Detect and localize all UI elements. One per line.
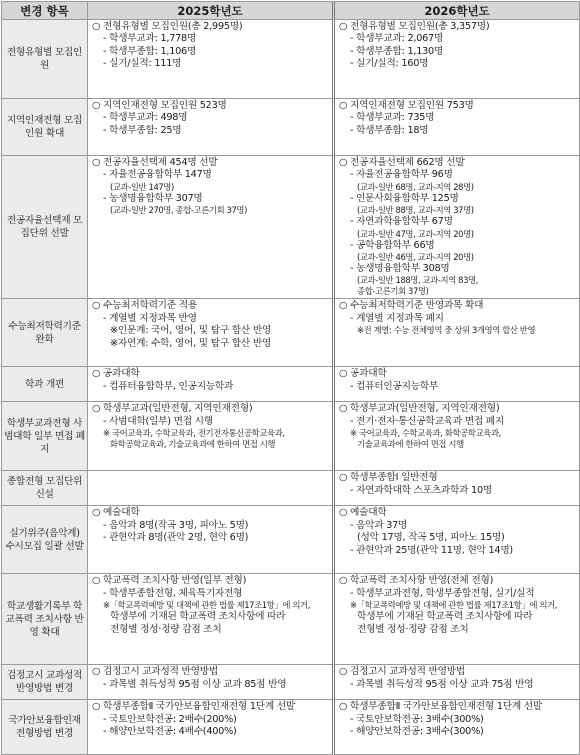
table-row <box>2 574 580 665</box>
content-line: - 농생명융합학부 308명 <box>350 263 450 275</box>
content-line: ○ 수능최저학력기준 적용 <box>92 300 197 312</box>
content-line: - 학생부교과: 498명 <box>103 112 188 124</box>
table-header-row <box>2 2 580 20</box>
content-line: - 실기/실적: 160명 <box>350 58 429 70</box>
content-line: - 과목별 취득성적 95점 이상 교과 85점 반영 <box>103 678 287 690</box>
content-line: ○ 전공자율선택제 662명 선발 <box>339 157 465 168</box>
content-line: 학생부에 기재된 학교폭력 조치사항에 따라 <box>357 611 533 623</box>
change-item-label: 학교생활기록부 학교폭력 조치사항 반영 확대 <box>2 574 88 665</box>
content-line: - 학생부종합: 18명 <box>350 124 429 136</box>
content-line: - 계열별 지정과목 폐지 <box>350 312 444 324</box>
header-change-item: 변경 항목 <box>2 2 88 20</box>
table-row <box>2 665 580 700</box>
content-line: - 사범대학(일부) 면접 시행 <box>103 415 213 427</box>
content-line: - 자율전공융합학부 147명 <box>103 169 212 181</box>
change-item-label: 종합전형 모집단위 신설 <box>2 471 88 506</box>
content-line: - 해양안보학전공: 4배수(400%) <box>103 726 237 738</box>
content-line: - 실기/실적: 111명 <box>103 58 182 70</box>
content-line: - 전기·전자·통신공학교육과 면접 폐지 <box>350 415 505 427</box>
content-line: - 자연과학융합학부 67명 <box>350 216 453 228</box>
content-line: - 학생부교과전형, 학생부종합전형, 실기/실적 <box>350 587 535 599</box>
cell-2025 <box>88 402 334 471</box>
content-line: - 공학융합학부 66명 <box>350 239 435 251</box>
cell-2025 <box>88 506 334 574</box>
content-line: ※자연계: 수학, 영어, 및 탐구 합산 반영 <box>110 337 272 349</box>
cell-2025 <box>88 367 334 402</box>
content-line: - 학생부종합: 1,130명 <box>350 45 444 57</box>
content-line: (교과-일반 88명, 교과-지역 37명) <box>357 205 474 216</box>
change-item-label: 검정고시 교과성적 반영방법 변경 <box>2 665 88 700</box>
content-line: - 자율전공융합학부 96명 <box>350 169 453 181</box>
cell-2026 <box>334 506 580 574</box>
cell-2026 <box>334 99 580 156</box>
change-item-label: 전형유형별 모집인원 <box>2 20 88 99</box>
cell-2025 <box>88 471 334 506</box>
content-line: (교과-일반 188명, 교과-지역 83명, <box>357 275 478 286</box>
content-line: - 컴퓨터융합학부, 인공지능학과 <box>103 380 234 392</box>
content-line: (교과-일반 46명, 교과-지역 20명) <box>357 252 474 263</box>
content-line: - 학생부교과: 1,778명 <box>103 33 197 45</box>
cell-2025 <box>88 156 334 299</box>
cell-2026 <box>334 574 580 665</box>
change-item-label: 학생부교과전형 사범대학 일부 면접 폐지 <box>2 402 88 471</box>
content-line: - 학생부교과: 2,067명 <box>350 33 444 45</box>
content-line: 기술교육과에 한하여 면접 시행 <box>357 439 464 450</box>
content-line: ○ 학생부교과(일반전형, 지역인재전형) <box>92 403 253 415</box>
cell-2026 <box>334 471 580 506</box>
content-line: ○ 예술대학 <box>92 507 140 519</box>
content-line: - 컴퓨터인공지능학부 <box>350 380 439 392</box>
table-row <box>2 367 580 402</box>
content-line: - 인문사회융합학부 125명 <box>350 192 459 204</box>
cell-2026 <box>334 156 580 299</box>
content-line: ○ 학생부교과(일반전형, 지역인재전형) <box>339 403 500 415</box>
table-row <box>2 506 580 574</box>
cell-2025 <box>88 700 334 755</box>
content-line: 학생부에 기재된 학교폭력 조치사항에 따라 <box>110 611 286 623</box>
cell-2025 <box>88 299 334 367</box>
content-line: - 농생명융합학부 307명 <box>103 192 203 204</box>
content-line: (교과-일반 270명, 종합-고른기회 37명) <box>110 205 247 216</box>
content-line: - 학생부종합: 25명 <box>103 124 182 136</box>
admission-changes-table <box>1 1 580 755</box>
content-line: ※인문계: 국어, 영어, 및 탐구 합산 반영 <box>110 325 272 337</box>
change-item-label: 수능최저학력기준 완화 <box>2 299 88 367</box>
cell-2026 <box>334 299 580 367</box>
content-line: - 음악과 37명 <box>350 519 408 531</box>
change-item-label: 학과 개편 <box>2 367 88 402</box>
content-line: 종합-고른기회 37명) <box>357 286 429 297</box>
table-row <box>2 99 580 156</box>
content-line: - 해양안보학전공: 3배수(300%) <box>350 726 484 738</box>
content-line: - 학생부종합: 1,106명 <box>103 45 197 57</box>
content-line: (교과-일반 47명, 교과-지역 20명) <box>357 228 474 239</box>
content-line: - 음악과 8명(작곡 3명, 피아노 5명) <box>103 519 249 531</box>
content-line: ○ 지역인재전형 모집인원 523명 <box>92 100 227 111</box>
content-line: ※「학교폭력예방 및 대책에 관한 법률 제17조1항」에 의거, <box>103 600 310 611</box>
content-line: (교과-일반 147명) <box>110 181 174 192</box>
content-line: - 국토안보학전공: 2배수(200%) <box>103 713 237 725</box>
content-line: 전형별 정성·정량 감점 조치 <box>110 623 222 635</box>
cell-2025 <box>88 20 334 99</box>
content-line: ○ 학교폭력 조치사항 반영(전체 전형) <box>339 575 494 587</box>
content-line: ○ 학생부종합Ⅱ 국가안보융합인재전형 1단계 선발 <box>339 701 543 713</box>
table-row <box>2 700 580 755</box>
cell-2026 <box>334 402 580 471</box>
table-row <box>2 402 580 471</box>
cell-2026 <box>334 367 580 402</box>
content-line: (성악 17명, 작곡 5명, 피아노 15명) <box>357 532 505 544</box>
content-line: ※전 계열: 수능 전체영역 중 상위 3개영역 합산 반영 <box>357 325 536 336</box>
header-2025: 2025학년도 <box>88 2 334 20</box>
cell-2025 <box>88 665 334 700</box>
content-line: ○ 학생부종합Ⅰ 일반전형 <box>339 472 438 484</box>
content-line: ○ 학교폭력 조치사항 반영(일부 전형) <box>92 575 247 587</box>
content-line: ○ 검정고시 교과성적 반영방법 <box>92 666 218 678</box>
content-line: - 관현악과 25명(관악 11명, 현악 14명) <box>350 544 513 556</box>
content-line: ※ 국어교육과, 수학교육과, 전기전자통신공학교육과, <box>103 428 285 439</box>
content-line: ○ 전형유형별 모집인원(총 2,995명) <box>92 21 243 32</box>
content-line: - 계열별 지정과목 반영 <box>103 312 197 324</box>
content-line: ○ 예술대학 <box>339 507 387 519</box>
table-row <box>2 156 580 299</box>
table-row <box>2 20 580 99</box>
table-row <box>2 299 580 367</box>
change-item-label: 전공자율선택제 모집단위 선발 <box>2 156 88 299</box>
header-2026: 2026학년도 <box>334 2 580 20</box>
cell-2025 <box>88 99 334 156</box>
cell-2026 <box>334 700 580 755</box>
content-line: ○ 지역인재전형 모집인원 753명 <box>339 100 474 111</box>
content-line: ○ 수능최저학력기준 반영과목 확대 <box>339 300 484 312</box>
content-line: ○ 검정고시 교과성적 반영방법 <box>339 666 465 678</box>
cell-2026 <box>334 665 580 700</box>
content-line: ※「학교폭력예방 및 대책에 관한 법률 제17조1항」에 의거, <box>350 600 557 611</box>
cell-2026 <box>334 20 580 99</box>
content-line: - 국토안보학전공: 3배수(300%) <box>350 713 484 725</box>
change-item-label: 국가안보융합인재 전형방법 변경 <box>2 700 88 755</box>
content-line: 화학공학교육과, 기술교육과에 한하여 면접 시행 <box>110 439 276 450</box>
content-line: ※ 국어교육과, 수학교육과, 화학공학교육과, <box>350 428 501 439</box>
change-item-label: 실기위주(음악계) 수시모집 일괄 선발 <box>2 506 88 574</box>
content-line: 전형별 정성·정량 감점 조치 <box>357 623 469 635</box>
content-line: ○ 공과대학 <box>92 368 140 380</box>
content-line: - 자연과학대학 스포츠과학과 10명 <box>350 484 492 496</box>
content-line: - 학생부교과: 735명 <box>350 112 435 124</box>
content-line: - 관현악과 8명(관악 2명, 현악 6명) <box>103 532 249 544</box>
table-row <box>2 471 580 506</box>
content-line: (교과-일반 68명, 교과-지역 28명) <box>357 181 474 192</box>
content-line: ○ 학생부종합Ⅱ 국가안보융합인재전형 1단계 선발 <box>92 701 296 713</box>
content-line: - 학생부종합전형, 체육특기자전형 <box>103 587 243 599</box>
content-line: - 과목별 취득성적 95점 이상 교과 75점 반영 <box>350 678 534 690</box>
content-line: ○ 전형유형별 모집인원(총 3,357명) <box>339 21 490 32</box>
content-line: ○ 전공자율선택제 454명 선발 <box>92 157 218 168</box>
content-line: ○ 공과대학 <box>339 368 387 380</box>
cell-2025 <box>88 574 334 665</box>
change-item-label: 지역인재전형 모집인원 확대 <box>2 99 88 156</box>
